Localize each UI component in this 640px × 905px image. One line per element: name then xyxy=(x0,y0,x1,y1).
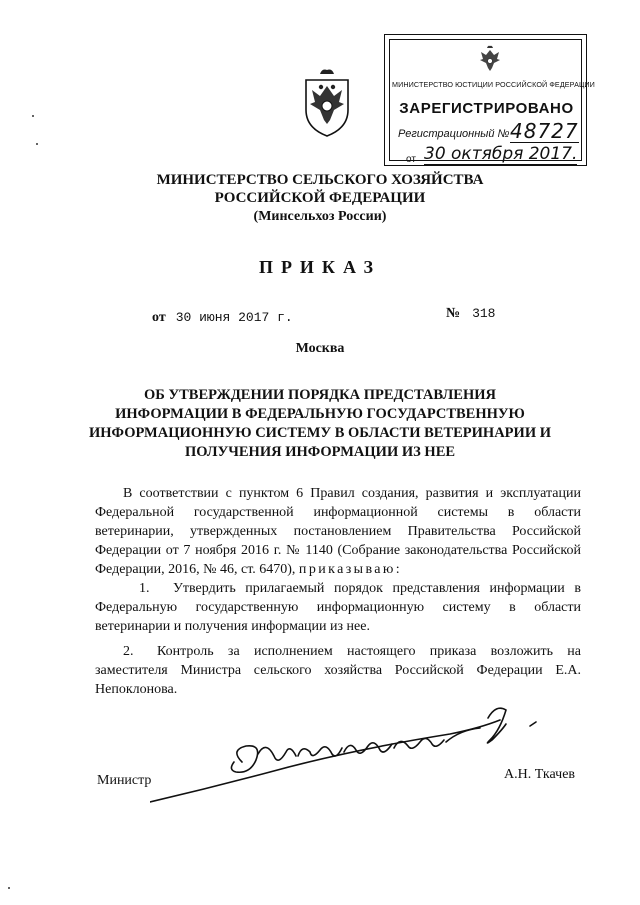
title-line: ИНФОРМАЦИИ В ФЕДЕРАЛЬНУЮ ГОСУДАРСТВЕННУЮ xyxy=(115,406,525,422)
stamp-frame xyxy=(389,39,595,165)
handwritten-signature xyxy=(150,700,560,810)
document-title xyxy=(70,386,570,462)
signatory-name: А.Н. Ткачев xyxy=(504,767,576,782)
ministry-line-2: РОССИЙСКОЙ ФЕДЕРАЦИИ xyxy=(214,190,426,206)
item-text: Утвердить прилагаемый порядок представления информации в Федеральную государственную информационную систему в области ветеринарии и получения информации из нее. xyxy=(95,581,581,634)
stamp-status: ЗАРЕГИСТРИРОВАНО xyxy=(399,100,574,117)
title-line: ПОЛУЧЕНИЯ ИНФОРМАЦИИ ИЗ НЕЕ xyxy=(184,444,456,460)
item-number: 2. xyxy=(123,644,134,659)
item-text: Контроль за исполнением настоящего приказа возложить на заместителя Министра сельского хозяйства Российской Федерации Е.А. Непоклонова. xyxy=(95,644,581,697)
scan-speck xyxy=(32,115,34,117)
signatory-position: Министр xyxy=(97,773,152,788)
stamp-reg-number-value: 48727 xyxy=(510,119,579,143)
stamp-date-label: от xyxy=(406,154,416,165)
item-number: 1. xyxy=(139,581,150,596)
order-date-label: от xyxy=(152,310,166,325)
order-word: приказываю: xyxy=(298,562,403,577)
ministry-short-name: (Минсельхоз России) xyxy=(253,209,387,224)
registration-stamp xyxy=(384,34,595,166)
document-body xyxy=(95,484,581,699)
order-number xyxy=(446,306,495,322)
scan-speck xyxy=(8,887,10,889)
order-date xyxy=(152,310,293,326)
ministry-title xyxy=(120,171,520,207)
order-number-value: 318 xyxy=(472,306,496,321)
order-date-value: 30 июня 2017 г. xyxy=(175,310,293,325)
title-line: ОБ УТВЕРЖДЕНИИ ПОРЯДКА ПРЕДСТАВЛЕНИЯ xyxy=(144,387,496,403)
title-line: ИНФОРМАЦИОННУЮ СИСТЕМУ В ОБЛАСТИ ВЕТЕРИНАРИИ И xyxy=(89,425,551,441)
order-number-label: № xyxy=(446,306,461,321)
stamp-emblem-icon xyxy=(476,44,504,76)
ministry-line-1: МИНИСТЕРСТВО СЕЛЬСКОГО ХОЗЯЙСТВА xyxy=(156,172,484,188)
stamp-ministry-name: МИНИСТЕРСТВО ЮСТИЦИИ РОССИЙСКОЙ ФЕДЕРАЦИИ xyxy=(392,80,595,89)
city: Москва xyxy=(295,341,345,356)
order-item-2 xyxy=(95,642,581,699)
preamble-text: В соответствии с пунктом 6 Правил создания, развития и эксплуатации Федеральной государственной информационной системы в области ветеринарии, утвержденных постановлением Правительства Российской Федерации от 7 ноября 2016 г. № 1140 (Собрание законодательства Российской Федерации, 2016, № 46, ст. 6470), xyxy=(95,486,581,577)
stamp-date-value: 30 октября 2017. xyxy=(424,144,578,164)
order-item-1 xyxy=(95,579,581,636)
state-emblem-icon xyxy=(298,66,356,138)
preamble-paragraph xyxy=(95,484,581,579)
document-type: ПРИКАЗ xyxy=(258,257,382,277)
scan-speck xyxy=(36,143,38,145)
stamp-reg-number-label: Регистрационный № xyxy=(398,128,510,140)
